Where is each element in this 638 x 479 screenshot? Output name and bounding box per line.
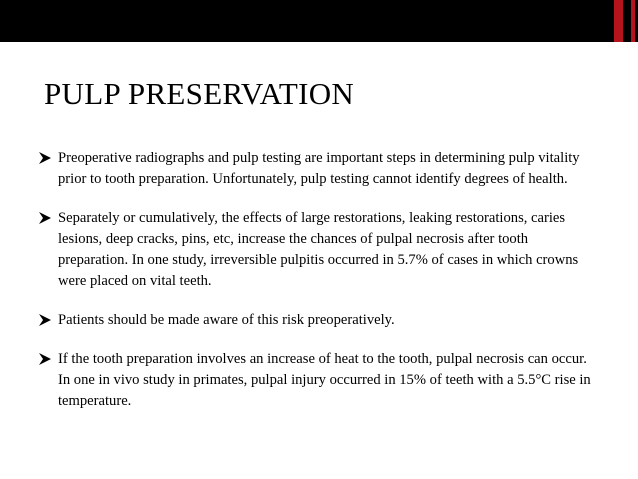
bullet-item <box>38 349 598 412</box>
slide-title: PULP PRESERVATION <box>44 76 355 111</box>
header-bar <box>0 0 638 42</box>
bullet-text: Patients should be made aware of this risk preoperatively. <box>58 312 395 328</box>
arrowhead-bullet-icon <box>38 352 52 366</box>
arrowhead-bullet-icon <box>38 151 52 165</box>
header-bar-dark <box>0 0 614 42</box>
bullet-list <box>38 148 598 430</box>
header-accent-stripe <box>614 0 623 42</box>
bullet-text: Preoperative radiographs and pulp testing are important steps in determining pulp vitality prior to tooth preparation. Unfortunately, pulp testing cannot identify degrees of health. <box>58 150 580 187</box>
arrowhead-bullet-icon <box>38 211 52 225</box>
bullet-item <box>38 310 598 331</box>
bullet-item <box>38 148 598 190</box>
arrowhead-bullet-icon <box>38 313 52 327</box>
header-bar-dark-segment <box>623 0 631 42</box>
bullet-text: Separately or cumulatively, the effects of large restorations, leaking restorations, caries lesions, deep cracks, pins, etc, increase the chances of pulpal necrosis after tooth preparation. In one study, irreversible pulpitis occurred in 5.7% of cases in which crowns were placed on vital teeth. <box>58 210 579 289</box>
bullet-item <box>38 208 598 292</box>
bullet-text: If the tooth preparation involves an increase of heat to the tooth, pulpal necrosis can occur. In one in vivo study in primates, pulpal injury occurred in 15% of teeth with a 5.5°C rise in temperature. <box>58 351 591 409</box>
